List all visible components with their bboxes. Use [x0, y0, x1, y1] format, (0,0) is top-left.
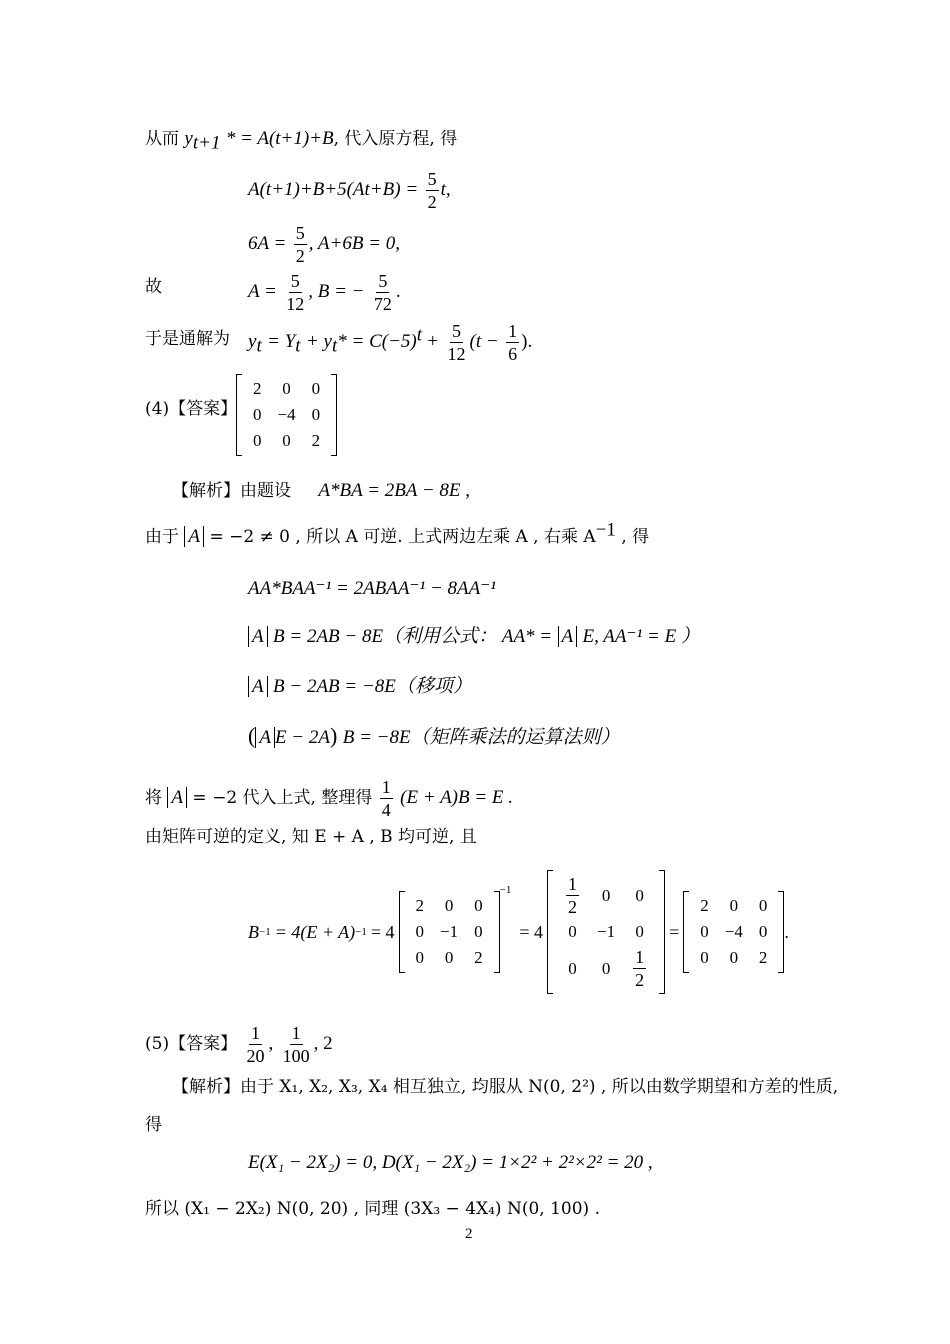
denominator: 12 — [447, 344, 466, 364]
math-sub: t — [331, 335, 338, 357]
math: (E + A)B = E . — [400, 787, 514, 808]
q4-jiexi — [172, 480, 470, 502]
math: + — [427, 331, 439, 352]
cell: 0 — [700, 922, 709, 941]
text: = −2 代入上式, 整理得 — [192, 788, 373, 808]
math: y — [184, 128, 193, 149]
text: ₁, X₂, X₃, X₄ 相互独立, 均服从 N(0, 2²) , 所以由数学期望和方差的性质, — [291, 1077, 839, 1097]
text: 【解析】由于 X — [172, 1077, 292, 1097]
cell: 0 — [700, 948, 709, 967]
abs-value: A — [558, 626, 578, 647]
equation-5 — [248, 320, 532, 365]
equation-4 — [248, 270, 401, 315]
cell: 2 — [700, 896, 709, 915]
math: , 2 — [313, 1033, 333, 1054]
q4-e4 — [248, 725, 620, 749]
fraction — [245, 1022, 267, 1067]
text: 于是通解为 — [145, 329, 230, 349]
text: (4)【答案】 — [145, 399, 238, 419]
q4-answer-label — [145, 398, 237, 420]
q4-big-equation: B −1 = 4(E + A) −1 = 4 2 0 0 0 −1 0 0 0 2 −1 = 4 $\frac{1}{2}$ 0 0 0 −1 0 0 0 $\frac{1}{2}$ = 2 0 0 0 −4 0 0 0 2 . — [248, 870, 789, 994]
cell: 0 — [474, 896, 483, 915]
math: 6A = — [248, 233, 287, 254]
denominator: 6 — [508, 344, 518, 364]
q4-e3 — [248, 676, 472, 698]
cell: 2 — [311, 431, 321, 450]
q5-answer: (5)【答案】 $\frac{1}{20}$ , $\frac{1}{100}$ , 2 — [145, 1023, 333, 1066]
text: 得 — [145, 1115, 162, 1135]
cell: 0 — [729, 896, 739, 915]
text: 故 — [145, 277, 162, 297]
math: = — [669, 921, 680, 942]
cell: 0 — [415, 948, 425, 967]
math: t, — [440, 179, 451, 200]
denominator: 2 — [635, 970, 645, 990]
math: A*BA = 2BA − 8E , — [318, 480, 470, 501]
numerator: 1 — [251, 1023, 260, 1043]
math: E − 2A — [274, 727, 330, 748]
matrix — [236, 374, 337, 456]
math: E, AA⁻¹ = E ） — [582, 626, 700, 647]
numerator: 5 — [290, 271, 300, 291]
denominator: 2 — [568, 897, 578, 917]
math: * = A(t+1)+B — [225, 128, 334, 149]
cell: −1 — [597, 922, 616, 941]
cell: 2 — [415, 896, 425, 915]
q4-answer-matrix — [236, 374, 337, 456]
page-number: 2 — [465, 1226, 473, 1242]
math-sub: t — [295, 335, 301, 357]
text: 从而 — [145, 129, 179, 149]
q5-jiexi — [172, 1076, 838, 1098]
q4-s1 — [145, 519, 650, 548]
q5-final — [145, 1198, 600, 1220]
math: = 4(E + A) — [274, 921, 356, 942]
cell: 0 — [635, 885, 644, 905]
q4-e2 — [248, 626, 700, 648]
math: y — [248, 331, 257, 352]
fraction — [633, 946, 646, 991]
cell: 0 — [444, 948, 454, 967]
numerator: 1 — [291, 1023, 301, 1043]
math: E(X₁ − 2X₂) = 0, D(X₁ − 2X₂) = 1×2² + 2²×2² = 20 , — [248, 1152, 653, 1173]
text: 所以 (X₁ − 2X₂) N(0, 20) , 同理 (3X₃ − 4X₄) N(0, 100) . — [145, 1199, 600, 1219]
cell: 0 — [758, 922, 768, 941]
fraction — [294, 222, 307, 267]
abs-value: A — [167, 787, 187, 808]
cell: 0 — [601, 885, 611, 905]
numerator: 5 — [378, 271, 388, 291]
fraction — [506, 320, 519, 365]
text: , 得 — [621, 527, 650, 547]
label-gu — [145, 276, 162, 298]
denominator: 100 — [282, 1046, 310, 1066]
text: (5)【答案】 — [145, 1034, 238, 1054]
math: A = — [248, 281, 277, 302]
cell: −4 — [724, 922, 743, 941]
math: * = C(−5) — [337, 331, 417, 352]
fraction — [380, 776, 393, 821]
matrix — [547, 870, 665, 994]
fraction — [426, 168, 439, 213]
abs-value: A — [255, 727, 275, 748]
numerator: 1 — [508, 321, 518, 341]
cell: 2 — [253, 379, 262, 398]
matrix — [399, 891, 500, 973]
math-sup: −1 — [595, 519, 616, 541]
math: . — [784, 921, 789, 942]
cell: 0 — [311, 405, 321, 424]
text: 由矩阵可逆的定义, 知 E + A , B 均可逆, 且 — [145, 827, 477, 847]
cell: 0 — [729, 948, 739, 967]
text: 由于 — [145, 527, 179, 547]
numerator: 1 — [635, 947, 645, 967]
paren: ) — [329, 723, 338, 748]
denominator: 20 — [246, 1046, 265, 1066]
equation-3 — [248, 222, 400, 267]
label-general-solution — [145, 328, 230, 350]
text: 【解析】由题设 — [172, 481, 291, 501]
cell: −1 — [440, 922, 459, 941]
numerator: 5 — [427, 169, 437, 189]
cell: 0 — [282, 379, 291, 398]
abs-value: A — [184, 526, 204, 547]
equation-2 — [248, 168, 451, 213]
cell: 2 — [758, 948, 768, 967]
math-sup: t — [416, 324, 423, 346]
denominator: 2 — [427, 192, 437, 212]
cell: 2 — [474, 948, 483, 967]
cell: 0 — [758, 896, 768, 915]
math: ). — [521, 331, 533, 352]
numerator: 5 — [295, 223, 305, 243]
cell: 0 — [568, 958, 577, 978]
paren: ( — [248, 723, 256, 748]
fraction — [372, 270, 394, 315]
q4-e1 — [248, 578, 496, 600]
denominator: 4 — [381, 800, 391, 820]
math: B — [248, 921, 259, 942]
fraction — [284, 270, 306, 315]
text: 将 — [145, 788, 162, 808]
numerator: 5 — [452, 321, 462, 341]
q5-eq — [248, 1152, 653, 1174]
math-sub: t — [256, 335, 262, 357]
fraction — [566, 873, 579, 918]
fraction — [281, 1022, 312, 1067]
cell: 0 — [601, 958, 611, 978]
cell: 0 — [474, 922, 483, 941]
math: B = −8E（矩阵乘法的运算法则） — [342, 727, 620, 748]
cell: 0 — [253, 405, 262, 424]
matrix — [683, 891, 784, 973]
math: AA*BAA⁻¹ = 2ABAA⁻¹ − 8AA⁻¹ — [248, 578, 496, 599]
cell: 0 — [635, 922, 644, 941]
math: B = 2AB − 8E（利用公式： AA* = — [273, 626, 553, 647]
math-sub: t+1 — [192, 132, 221, 154]
fraction — [446, 320, 468, 365]
text: , 代入原方程, 得 — [333, 129, 458, 149]
line-yt1 — [145, 128, 458, 154]
abs-value: A — [248, 626, 268, 647]
math: + y — [305, 331, 332, 352]
cell: −4 — [277, 405, 296, 424]
q4-s3 — [145, 826, 477, 848]
math: (t − — [469, 331, 499, 352]
cell: 0 — [568, 922, 577, 941]
math: , A+6B = 0, — [308, 233, 401, 254]
cell: 0 — [311, 379, 321, 398]
math: . — [395, 281, 401, 302]
denominator: 2 — [295, 246, 305, 266]
math: , B = − — [308, 281, 365, 302]
q4-s2 — [145, 776, 513, 821]
denominator: 72 — [373, 294, 392, 314]
abs-value: A — [248, 676, 268, 697]
cell: 0 — [253, 431, 262, 450]
cell: 0 — [415, 922, 425, 941]
denominator: 12 — [286, 294, 305, 314]
math: B − 2AB = −8E（移项） — [273, 676, 472, 697]
numerator: 1 — [568, 874, 578, 894]
math: = Y — [267, 331, 296, 352]
text: = −2 ≠ 0 , 所以 A 可逆. 上式两边左乘 A , 右乘 A — [209, 527, 596, 547]
numerator: 1 — [381, 777, 391, 797]
math: A(t+1)+B+5(At+B) = — [248, 179, 419, 200]
q5-de — [145, 1114, 162, 1136]
math: = 4 — [370, 921, 395, 942]
cell: 0 — [282, 431, 291, 450]
cell: 0 — [444, 896, 454, 915]
math: = 4 — [519, 921, 544, 942]
